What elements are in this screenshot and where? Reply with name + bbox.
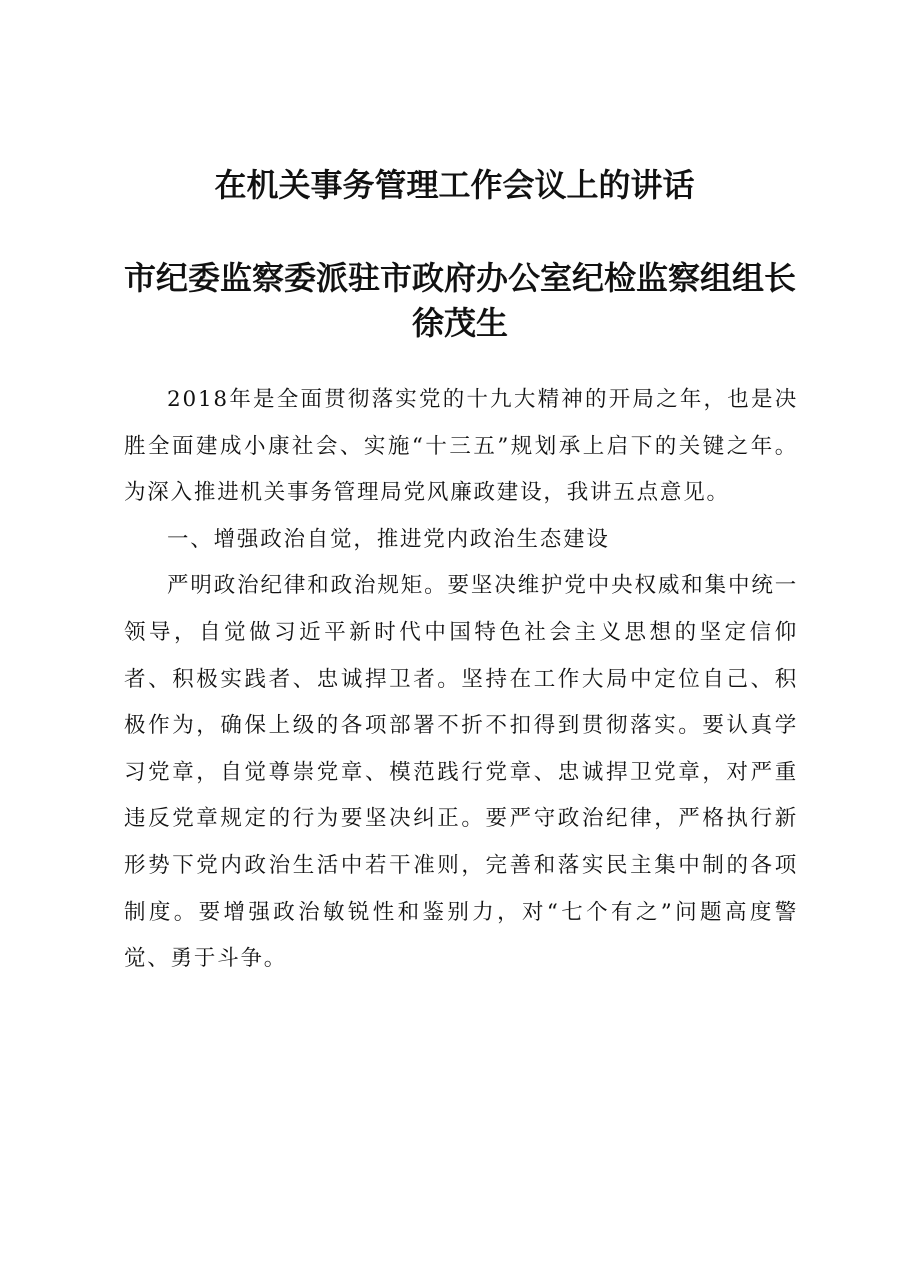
document-title: 在机关事务管理工作会议上的讲话 xyxy=(214,166,695,204)
paragraph-section-1: 严明政治纪律和政治规矩。要坚决维护党中央权威和集中统一领导，自觉做习近平新时代中国特色社会主义思想的坚定信仰者、积极实践者、忠诚捍卫者。坚持在工作大局中定位自己、积极作为，确保上级的各项部署不折不扣得到贯彻落实。要认真学习党章，自觉尊崇党章、模范践行党章、忠诚捍卫党章，对严重违反党章规定的行为要坚决纠正。要严守政治纪律，严格执行新形势下党内政治生活中若干准则，完善和落实民主集中制的各项制度。要增强政治敏锐性和鉴别力，对“七个有之”问题高度警觉、勇于斗争。 xyxy=(124,573,798,972)
section-heading-1: 一、增强政治自觉，推进党内政治生态建设 xyxy=(167,526,610,552)
document-subtitle: 市纪委监察委派驻市政府办公室纪检监察组组长徐茂生 xyxy=(123,259,796,342)
document-body xyxy=(124,377,798,983)
paragraph-intro: 2018年是全面贯彻落实党的十九大精神的开局之年，也是决胜全面建成小康社会、实施“十三五”规划承上启下的关键之年。为深入推进机关事务管理局党风廉政建设，我讲五点意见。 xyxy=(124,387,798,506)
